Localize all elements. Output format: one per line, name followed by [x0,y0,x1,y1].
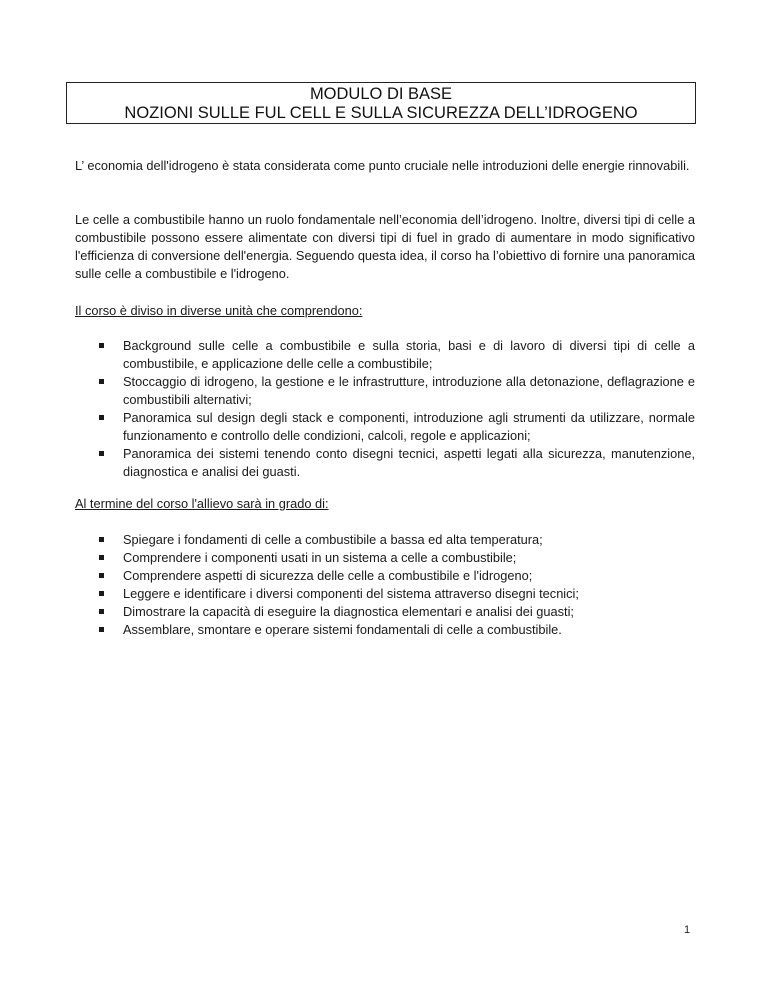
list-item [75,409,695,445]
title-line-2: NOZIONI SULLE FUL CELL E SULLA SICUREZZA DELL’IDROGENO [124,104,638,122]
list-item [75,585,695,603]
list-item [75,603,695,621]
list-item-text: Comprendere aspetti di sicurezza delle celle a combustibile e l'idrogeno; [123,568,533,583]
square-bullet-icon [99,591,104,596]
list-item [75,549,695,567]
list-item-text: Panoramica dei sistemi tenendo conto disegni tecnici, aspetti legati alla sicurezza, manutenzione, diagnostica e analisi dei guasti. [123,446,695,479]
title-line-1: MODULO DI BASE [309,85,453,103]
section-heading-outcomes: Al termine del corso l'allievo sarà in grado di: [75,496,329,511]
list-item [75,445,695,481]
list-item [75,621,695,639]
outcomes-list [75,531,695,639]
intro-paragraph: L’ economia dell'idrogeno è stata considerata come punto cruciale nelle introduzioni delle energie rinnovabili. [75,158,690,173]
page-number: 1 [684,924,691,936]
list-item [75,337,695,373]
list-item-text: Stoccaggio di idrogeno, la gestione e le infrastrutture, introduzione alla detonazione, deflagrazione e combustibili alternativi; [123,374,695,407]
list-item-text: Comprendere i componenti usati in un sistema a celle a combustibile; [123,550,517,565]
square-bullet-icon [99,555,104,560]
units-list [75,337,695,481]
list-item [75,531,695,549]
square-bullet-icon [99,537,104,542]
body-paragraph: Le celle a combustibile hanno un ruolo fondamentale nell’economia dell’idrogeno. Inoltre, diversi tipi di celle a combustibile possono essere alimentate con diversi tipi di fuel in grado di aumentare in modo significativo l'efficienza di conversione dell'energia. Seguendo questa idea, il corso ha l’obiettivo di fornire una panoramica sulle celle a combustibile e l'idrogeno. [75,212,695,281]
list-item-text: Spiegare i fondamenti di celle a combustibile a bassa ed alta temperatura; [123,532,543,547]
list-item-text: Dimostrare la capacità di eseguire la diagnostica elementari e analisi dei guasti; [123,604,574,619]
square-bullet-icon [99,343,104,348]
list-item-text: Background sulle celle a combustibile e sulla storia, basi e di lavoro di diversi tipi di celle a combustibile, e applicazione delle celle a combustibile; [123,338,695,371]
list-item [75,373,695,409]
square-bullet-icon [99,609,104,614]
square-bullet-icon [99,379,104,384]
list-item-text: Assemblare, smontare e operare sistemi fondamentali di celle a combustibile. [123,622,562,637]
list-item-text: Leggere e identificare i diversi componenti del sistema attraverso disegni tecnici; [123,586,579,601]
square-bullet-icon [99,573,104,578]
square-bullet-icon [99,451,104,456]
section-heading-units: Il corso è diviso in diverse unità che comprendono: [75,303,363,318]
square-bullet-icon [99,627,104,632]
square-bullet-icon [99,415,104,420]
title-box [66,82,696,124]
list-item-text: Panoramica sul design degli stack e componenti, introduzione agli strumenti da utilizzare, normale funzionamento e controllo delle condizioni, calcoli, regole e applicazioni; [123,410,695,443]
list-item [75,567,695,585]
